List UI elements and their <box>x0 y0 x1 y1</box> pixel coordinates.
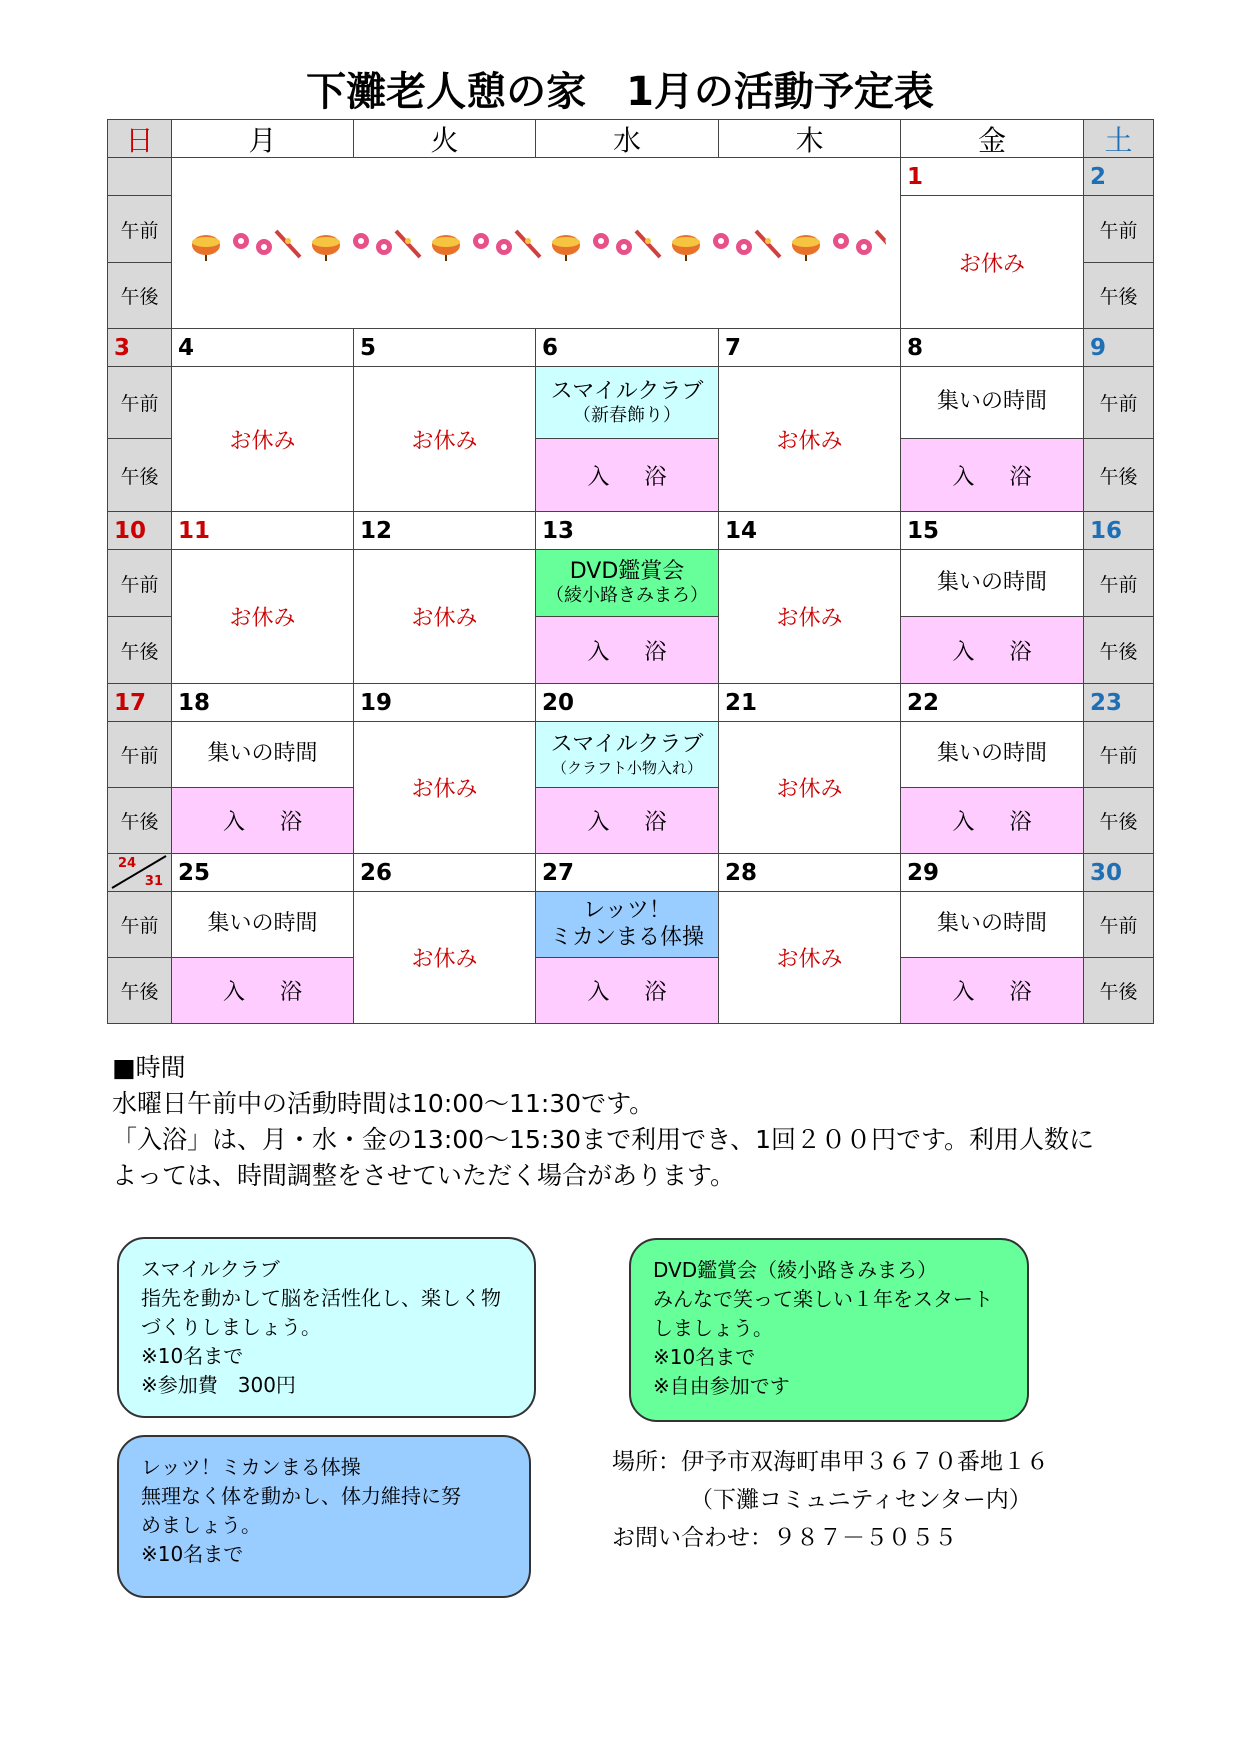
new-year-decoration <box>171 157 901 329</box>
bath-label: 入 浴 <box>171 957 354 1024</box>
pm-label: 午後 <box>1083 957 1154 1024</box>
date-number: 24 <box>118 856 137 871</box>
weekday-header: 土 <box>1083 119 1154 158</box>
event-title: スマイルクラブ <box>550 732 704 758</box>
bath-label: 入 浴 <box>900 957 1084 1024</box>
am-label: 午前 <box>107 195 172 263</box>
closed-label: お休み <box>718 891 901 1024</box>
am-label: 午前 <box>107 366 172 439</box>
closed-label: お休み <box>718 366 901 512</box>
date-number: 2 <box>1083 157 1154 196</box>
date-number: 13 <box>535 511 719 550</box>
pm-label: 午後 <box>107 957 172 1024</box>
event-title: レッツ！ <box>583 898 671 924</box>
am-label: 午前 <box>1083 891 1154 958</box>
date-number: 31 <box>144 874 163 889</box>
box-line: しましょう。 <box>653 1316 773 1340</box>
date-number: 30 <box>1083 853 1154 892</box>
closed-label: お休み <box>353 549 536 684</box>
weekday-header: 火 <box>353 119 536 158</box>
notes-section <box>112 1050 1142 1194</box>
box-line: DVD鑑賞会（綾小路きみまろ） <box>653 1258 938 1282</box>
event-title: スマイルクラブ <box>550 378 704 404</box>
closed-label: お休み <box>171 549 354 684</box>
empty-cell <box>107 157 172 196</box>
pm-label: 午後 <box>1083 787 1154 854</box>
date-number: 11 <box>171 511 354 550</box>
pm-label: 午後 <box>1083 262 1154 329</box>
location-info <box>612 1443 1049 1557</box>
date-number: 18 <box>171 683 354 722</box>
pm-label: 午後 <box>107 616 172 684</box>
notes-heading: ■時間 <box>112 1053 186 1082</box>
date-number: 22 <box>900 683 1084 722</box>
mikanmaru-exercise-info-box <box>117 1435 531 1598</box>
smile-club-info-box <box>117 1237 536 1418</box>
box-line: ※10名まで <box>141 1542 244 1566</box>
date-number: 27 <box>535 853 719 892</box>
weekday-header: 木 <box>718 119 901 158</box>
closed-label: お休み <box>353 721 536 854</box>
box-line: スマイルクラブ <box>141 1257 280 1281</box>
event-subtitle: （クラフト小物入れ） <box>551 758 702 777</box>
date-number: 21 <box>718 683 901 722</box>
bath-label: 入 浴 <box>535 787 719 854</box>
box-line: めましょう。 <box>141 1513 261 1537</box>
pm-label: 午後 <box>1083 438 1154 512</box>
event-subtitle: （新春飾り） <box>573 404 681 426</box>
date-number: 12 <box>353 511 536 550</box>
gathering-label: 集いの時間 <box>171 721 354 788</box>
date-number: 23 <box>1083 683 1154 722</box>
box-line: ※参加費 300円 <box>141 1373 296 1397</box>
date-number: 14 <box>718 511 901 550</box>
date-number: 7 <box>718 328 901 367</box>
am-label: 午前 <box>1083 549 1154 617</box>
date-number: 1 <box>900 157 1084 196</box>
bath-label: 入 浴 <box>900 438 1084 512</box>
closed-label: お休み <box>171 366 354 512</box>
location-address: 場所：伊予市双海町串甲３６７０番地１６ <box>612 1449 1049 1475</box>
date-number: 19 <box>353 683 536 722</box>
notes-line2: 「入浴」は、月・水・金の13:00～15:30まで利用でき、1回２００円です。利用人数に <box>112 1125 1095 1154</box>
smile-club-event <box>535 721 719 788</box>
notes-line3: よっては、時間調整をさせていただく場合があります。 <box>112 1161 736 1190</box>
event-subtitle: （綾小路きみまろ） <box>546 585 708 607</box>
box-line: ※自由参加です <box>653 1374 790 1398</box>
box-line: みんなで笑って楽しい１年をスタート <box>653 1287 993 1311</box>
pm-label: 午後 <box>107 262 172 329</box>
dvd-event <box>535 549 719 617</box>
gathering-label: 集いの時間 <box>171 891 354 958</box>
new-year-decoration-icon <box>186 223 886 263</box>
gathering-label: 集いの時間 <box>900 366 1084 439</box>
pm-label: 午後 <box>107 438 172 512</box>
date-number: 29 <box>900 853 1084 892</box>
location-center: （下灘コミュニティセンター内） <box>690 1487 1032 1513</box>
bath-label: 入 浴 <box>900 616 1084 684</box>
pm-label: 午後 <box>107 787 172 854</box>
closed-label: お休み <box>353 366 536 512</box>
date-number: 6 <box>535 328 719 367</box>
weekday-header: 日 <box>107 119 172 158</box>
date-number: 15 <box>900 511 1084 550</box>
closed-label: お休み <box>900 195 1084 329</box>
date-number: 25 <box>171 853 354 892</box>
date-number: 28 <box>718 853 901 892</box>
date-number: 26 <box>353 853 536 892</box>
am-label: 午前 <box>1083 195 1154 263</box>
weekday-header: 金 <box>900 119 1084 158</box>
calendar-grid <box>107 119 1153 1029</box>
notes-line1: 水曜日午前中の活動時間は10:00～11:30です。 <box>112 1089 655 1118</box>
closed-label: お休み <box>718 549 901 684</box>
date-number: 4 <box>171 328 354 367</box>
pm-label: 午後 <box>1083 616 1154 684</box>
weekday-header: 水 <box>535 119 719 158</box>
box-line: 指先を動かして脳を活性化し、楽しく物 <box>141 1286 501 1310</box>
gathering-label: 集いの時間 <box>900 891 1084 958</box>
closed-label: お休み <box>718 721 901 854</box>
page-title: 下灘老人憩の家 1月の活動予定表 <box>306 69 934 115</box>
date-number: 9 <box>1083 328 1154 367</box>
dvd-info-box <box>629 1238 1029 1422</box>
gathering-label: 集いの時間 <box>900 549 1084 617</box>
date-number: 10 <box>107 511 172 550</box>
box-line: ※10名まで <box>141 1344 244 1368</box>
closed-label: お休み <box>353 891 536 1024</box>
bath-label: 入 浴 <box>535 957 719 1024</box>
event-title: ミカンまる体操 <box>549 924 704 950</box>
gathering-label: 集いの時間 <box>900 721 1084 788</box>
box-line: レッツ！ミカンまる体操 <box>141 1455 361 1479</box>
date-number: 5 <box>353 328 536 367</box>
bath-label: 入 浴 <box>900 787 1084 854</box>
event-title: DVD鑑賞会 <box>569 559 685 584</box>
am-label: 午前 <box>1083 366 1154 439</box>
bath-label: 入 浴 <box>535 438 719 512</box>
date-number: 8 <box>900 328 1084 367</box>
contact-phone: お問い合わせ：９８７－５０５５ <box>612 1525 957 1551</box>
box-line: 無理なく体を動かし、体力維持に努 <box>141 1484 461 1508</box>
bath-label: 入 浴 <box>171 787 354 854</box>
box-line: づくりしましょう。 <box>141 1315 321 1339</box>
smile-club-event <box>535 366 719 439</box>
am-label: 午前 <box>1083 721 1154 788</box>
date-number: 17 <box>107 683 172 722</box>
date-number: 16 <box>1083 511 1154 550</box>
am-label: 午前 <box>107 721 172 788</box>
mikanmaru-exercise-event <box>535 891 719 958</box>
bath-label: 入 浴 <box>535 616 719 684</box>
weekday-header: 月 <box>171 119 354 158</box>
am-label: 午前 <box>107 549 172 617</box>
am-label: 午前 <box>107 891 172 958</box>
box-line: ※10名まで <box>653 1345 756 1369</box>
date-split-cell <box>107 853 172 892</box>
date-number: 3 <box>107 328 172 367</box>
date-number: 20 <box>535 683 719 722</box>
